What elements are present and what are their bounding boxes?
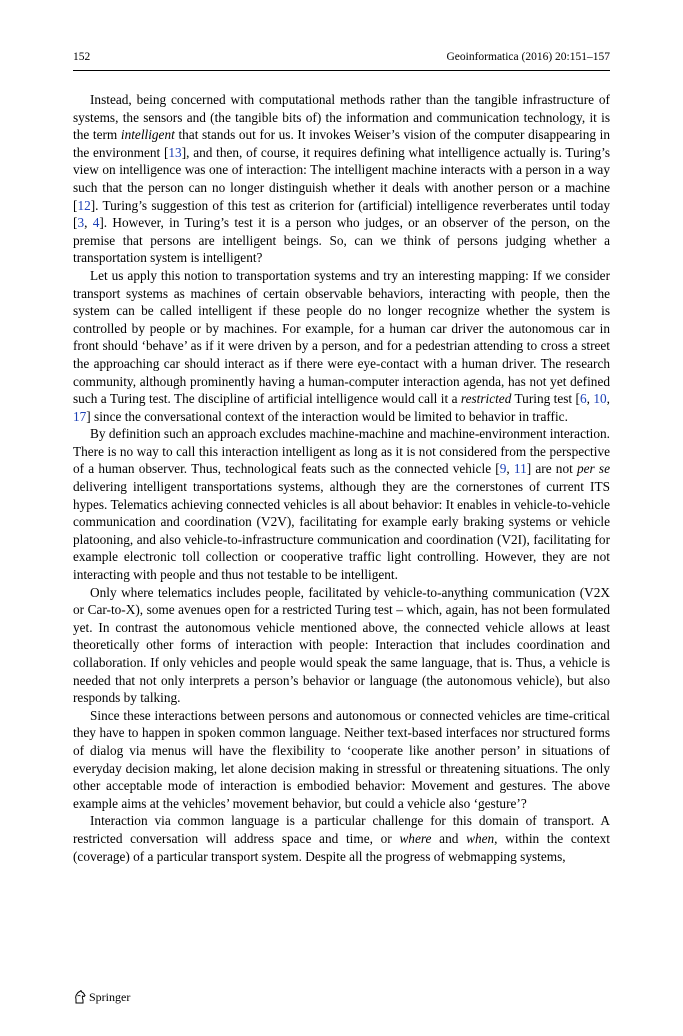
citation-link[interactable]: 6 (579, 391, 587, 407)
text-run: , (84, 215, 93, 231)
italic-term: restricted (460, 391, 512, 407)
text-run: Let us apply this notion to transportation systems and try an interesting mapping: If we consider transport systems as machines of certain observable behaviors, interacting with people, then the system can be called intelligent if these people do no longer recognize whether the system is controlled by people or by machines. For example, for a human car driver the autonomous car in front should ‘behave’ as if it were driven by a person, and for a pedestrian attending to cross a street the approaching car should interact as if there were eye-contact with a human driver. The research community, although prominently having a human-computer interaction agenda, has not yet defined such a Turing test. The discipline of artificial intelligence would call it a (73, 267, 610, 407)
italic-term: per se (576, 461, 610, 477)
text-run: ] since the conversational context of the interaction would be limited to behavior in traffic. (86, 408, 568, 424)
journal-reference: Geoinformatica (2016) 20:151–157 (446, 51, 610, 63)
text-run: and (431, 830, 467, 846)
paragraph (73, 267, 610, 425)
paragraph (73, 584, 610, 707)
citation-link[interactable]: 3 (77, 215, 85, 231)
paragraph (73, 812, 610, 865)
text-run: Since these interactions between persons and autonomous or connected vehicles are time-critical they have to happen in spoken common language. Neither text-based interfaces nor structured forms of dialog via menus will have the flexibility to ‘cooperate like another person’ in situations of everyday decision making, let alone decision making in stressful or threatening situations. The only other acceptable mode of interaction is embodied behavior: Movement and gestures. The above example aims at the vehicles’ movement behavior, but could a vehicle also ‘gesture’? (73, 707, 610, 811)
text-run: delivering intelligent transportations systems, although they are the cornerstones of current ITS hypes. Telematics achieving connected vehicles is all about behavior: It enables in vehicle-to-vehicle communication and coordination (V2V), facilitating for example early braking systems or vehicle platooning, and also vehicle-to-infrastructure communication and coordination (V2I), facilitating for example electronic toll collection or cooperative traffic light controlling. However, they are not interacting with people and thus not testable to be intelligent. (73, 479, 610, 583)
italic-term: intelligent (120, 127, 175, 143)
text-run: , (606, 391, 610, 407)
citation-link[interactable]: 13 (168, 144, 182, 160)
publisher-name: Springer (89, 989, 131, 1004)
italic-term: when (466, 830, 495, 846)
text-run: ]. However, in Turing’s test it is a person who judges, or an observer of the person, on the premise that persons are intelligent beings. So, can we think of persons judging whether a transportation system is intelligent? (73, 215, 610, 266)
text-run: Instead, being concerned with computational methods rather than the tangible infrastructure of systems, the sensors and (the tangible bits of) the information and communication technology, it is the term (73, 92, 610, 143)
text-run: Interaction via common language is a particular challenge for this domain of transport. A restricted conversation will address space and time, or (73, 813, 610, 846)
text-run: ] are not (526, 461, 577, 477)
text-run: Turing test [ (511, 391, 580, 407)
text-run: Only where telematics includes people, facilitated by vehicle-to-anything communication (V2X or Car-to-X), some avenues open for a restricted Turing test – which, again, has not been formulated yet. In contrast the autonomous vehicle mentioned above, the connected vehicle allows at least theoretically other forms of interaction with people: Interaction that includes coordination and collaboration. If only vehicles and people would speak the same language, that is. Thus, a vehicle is needed that not only interprets a person’s behavior or language (the autonomous vehicle), but also responds by talking. (73, 584, 610, 706)
text-run: that stands out for us. It invokes Weiser’s vision of the computer disappearing in the environment [ (73, 127, 611, 160)
italic-term: where (399, 830, 432, 846)
text-run: By definition such an approach excludes machine-machine and machine-environment interaction. There is no way to call this interaction intelligent as long as it is not considered from the perspective of a human observer. Thus, technological feats such as the connected vehicle [ (73, 426, 610, 477)
text-run: , (586, 391, 594, 407)
text-run: ], and then, of course, it requires defining what intelligence actually is. Turing’s view on intelligence was one of interaction: The intelligent machine interacts with a person in a way such that the person can no longer distinguish whether it deals with another person or a machine [ (73, 144, 610, 213)
citation-link[interactable]: 9 (499, 461, 507, 477)
paragraph (73, 707, 610, 813)
text-run: ]. Turing’s suggestion of this test as criterion for (artificial) intelligence reverberates until today [ (73, 197, 610, 231)
text-run: , (506, 461, 514, 477)
citation-link[interactable]: 17 (73, 408, 87, 424)
page-number: 152 (73, 51, 91, 63)
citation-link[interactable]: 4 (92, 215, 100, 231)
paragraph (73, 425, 610, 583)
publisher-footer (73, 988, 130, 1006)
article-body (73, 91, 610, 865)
citation-link[interactable]: 11 (513, 461, 527, 477)
text-run: , within the context (coverage) of a particular transport system. Despite all the progress of webmapping systems, (73, 830, 610, 864)
citation-link[interactable]: 12 (77, 197, 91, 213)
citation-link[interactable]: 10 (593, 391, 607, 407)
paragraph (73, 91, 610, 267)
springer-horse-icon (73, 990, 86, 1004)
running-header (73, 45, 610, 71)
